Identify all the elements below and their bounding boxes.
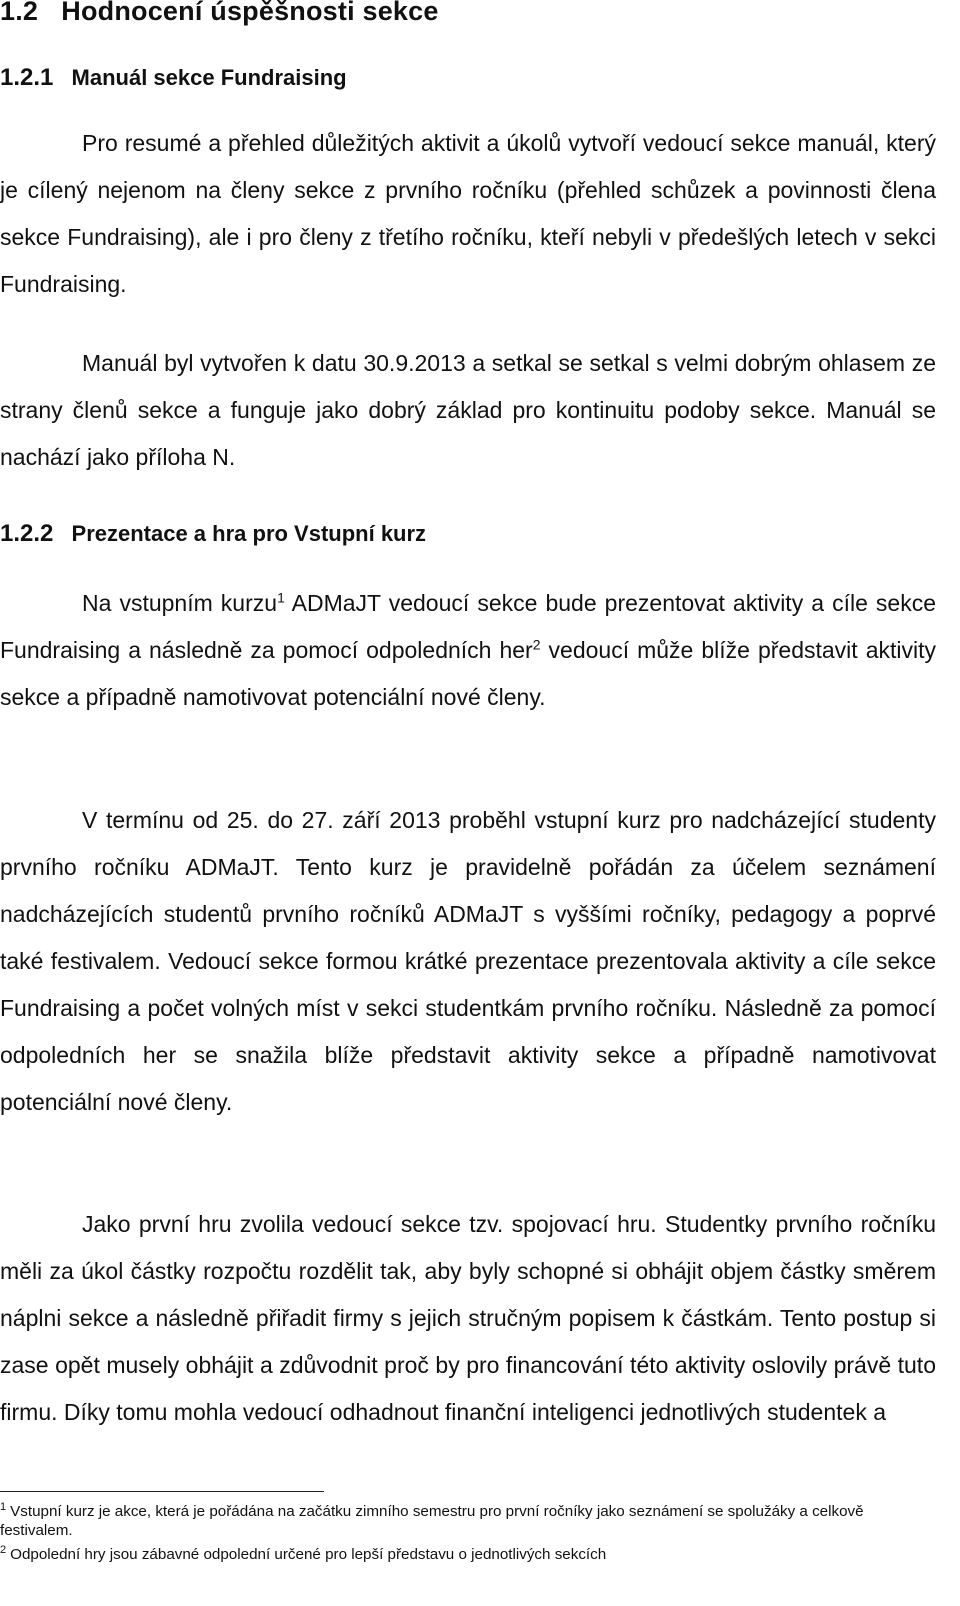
footnote [0,1502,936,1540]
footnote-number: 1 [0,1500,7,1513]
paragraph: Manuál byl vytvořen k datu 30.9.2013 a setkal se setkal s velmi dobrým ohlasem ze strany členů sekce a funguje jako dobrý základ pro kontinuitu podoby sekce. Manuál se nachází jako příloha N. [0,350,936,470]
footnote-text: Vstupní kurz je akce, která je pořádána na začátku zimního semestru pro první ročníky jako seznámení se spolužáky a celkově festivalem. [0,1503,864,1539]
subsection-heading-manual [0,64,347,92]
section-number: 1.2 [0,0,39,26]
footnote-text: Odpolední hry jsou zábavné odpolední určené pro lepší představu o jednotlivých sekcích [10,1546,607,1563]
paragraph: Jako první hru zvolila vedoucí sekce tzv. spojovací hru. Studentky prvního ročníku měli za úkol částky rozpočtu rozdělit tak, aby byly schopné si obhájit objem částky směrem náplni sekce a následně přiřadit firmy s jejich stručným popisem k částkám. Tento postup si zase opět musely obhájit a zdůvodnit proč by pro financování této aktivity oslovily právě tuto firmu. Díky tomu mohla vedoucí odhadnout finanční inteligenci jednotlivých studentek a [0,1211,936,1425]
footnote [0,1545,936,1564]
section-title: Hodnocení úspěšnosti sekce [61,0,439,26]
footnote-number: 2 [0,1543,7,1556]
paragraph: Na vstupním kurzu$^1$ ADMaJT vedoucí sekce bude prezentovat aktivity a cíle sekce Fundraising a následně za pomocí odpoledních her$^2$ vedoucí může blíže představit aktivity sekce a případně namotivovat potenciální nové členy. [0,589,936,710]
subsection-title: Prezentace a hra pro Vstupní kurz [71,521,427,546]
section-heading [0,0,439,27]
paragraph: V termínu od 25. do 27. září 2013 proběhl vstupní kurz pro nadcházející studenty prvního ročníku ADMaJT. Tento kurz je pravidelně pořádán za účelem seznámení nadcházejících studentů prvního ročníků ADMaJT s vyššími ročníky, pedagogy a poprvé také festivalem. Vedoucí sekce formou krátké prezentace prezentovala aktivity a cíle sekce Fundraising a počet volných míst v sekci studentkám prvního ročníku. Následně za pomocí odpoledních her se snažila blíže představit aktivity sekce a případně namotivovat potenciální nové členy. [0,807,936,1115]
footnote-ref[interactable]: 2 [532,636,541,653]
subsection-number: 1.2.2 [0,520,54,547]
subsection-number: 1.2.1 [0,64,54,91]
footnote-separator [0,1491,324,1492]
paragraph: Pro resumé a přehled důležitých aktivit a úkolů vytvoří vedoucí sekce manuál, který je cílený nejenom na členy sekce z prvního ročníku (přehled schůzek a povinnosti člena sekce Fundraising), ale i pro členy z třetího ročníku, kteří nebyli v předešlých letech v sekci Fundraising. [0,130,936,297]
subsection-heading-presentation [0,520,426,548]
subsection-title: Manuál sekce Fundraising [71,65,347,90]
footnote-ref[interactable]: 1 [277,589,285,606]
